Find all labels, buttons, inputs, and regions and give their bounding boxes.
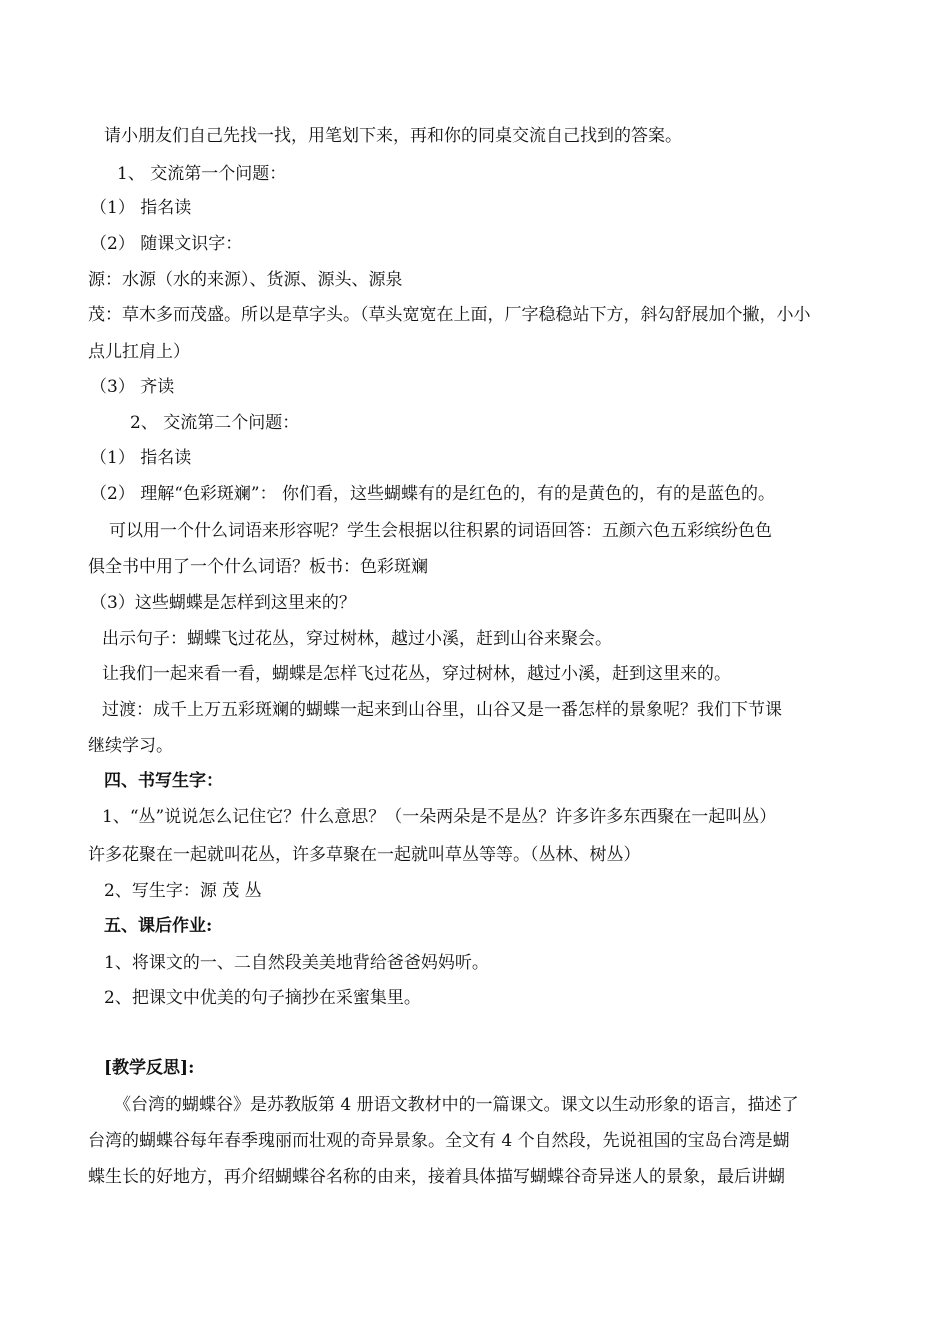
reflection-paragraph-line-1: 《台湾的蝴蝶谷》是苏教版第 4 册语文教材中的一篇课文。课文以生动形象的语言，描述了: [114, 1095, 799, 1115]
cong-explanation-line: 1、“丛”说说怎么记住它？什么意思？（一朵两朵是不是丛？许多许多东西聚在一起叫丛）: [102, 807, 777, 827]
question-one-heading: 1、 交流第一个问题：: [117, 164, 287, 184]
character-mao-line-cont: 点儿扛肩上）: [88, 342, 190, 362]
look-together-line: 让我们一起来看一看，蝴蝶是怎样飞过花丛，穿过树林，越过小溪，赶到这里来的。: [102, 664, 731, 684]
word-description-line-cont: 俱全书中用了一个什么词语？板书：色彩斑斓: [88, 557, 428, 577]
section-four-heading: 四、书写生字：: [104, 771, 223, 791]
step-learn-characters: （2） 随课文识字：: [90, 234, 243, 254]
word-description-line: 可以用一个什么词语来形容呢？学生会根据以往积累的词语回答：五颜六色五彩缤纷色色: [109, 521, 772, 541]
reflection-paragraph-line-3: 蝶生长的好地方，再介绍蝴蝶谷名称的由来，接着具体描写蝴蝶谷奇异迷人的景象，最后讲蝴: [88, 1167, 785, 1187]
step-understand-word: （2） 理解“色彩斑斓”： 你们看，这些蝴蝶有的是红色的，有的是黄色的，有的是蓝色的。: [90, 484, 776, 504]
character-mao-line: 茂：草木多而茂盛。所以是草字头。（草头宽宽在上面，厂字稳稳站下方，斜勾舒展加个撇，小小: [88, 305, 811, 325]
character-yuan-line: 源：水源（水的来源）、货源、源头、源泉: [88, 270, 403, 290]
example-sentence-line: 出示句子：蝴蝶飞过花丛，穿过树林，越过小溪，赶到山谷来聚会。: [102, 629, 612, 649]
question-two-heading: 2、 交流第二个问题：: [130, 413, 300, 433]
step-read-together: （3） 齐读: [90, 377, 175, 397]
cong-explanation-line-cont: 许多花聚在一起就叫花丛，许多草聚在一起就叫草丛等等。（丛林、树丛）: [88, 845, 641, 865]
intro-instruction-line: 请小朋友们自己先找一找，用笔划下来，再和你的同桌交流自己找到的答案。: [104, 126, 682, 146]
step-butterfly-question: （3）这些蝴蝶是怎样到这里来的？: [90, 593, 356, 613]
step-read-aloud-1: （1） 指名读: [90, 198, 192, 218]
homework-item-2: 2、把课文中优美的句子摘抄在采蜜集里。: [104, 988, 421, 1008]
reflection-heading: [教学反思]:: [104, 1058, 195, 1078]
step-read-aloud-2: （1） 指名读: [90, 448, 192, 468]
transition-line-cont: 继续学习。: [88, 736, 173, 756]
homework-item-1: 1、将课文的一、二自然段美美地背给爸爸妈妈听。: [104, 953, 489, 973]
write-characters-line: 2、写生字：源 茂 丛: [104, 881, 262, 901]
transition-line: 过渡：成千上万五彩斑斓的蝴蝶一起来到山谷里，山谷又是一番怎样的景象呢？我们下节课: [102, 700, 782, 720]
reflection-paragraph-line-2: 台湾的蝴蝶谷每年春季瑰丽而壮观的奇异景象。全文有 4 个自然段，先说祖国的宝岛台湾是蝴: [88, 1131, 790, 1151]
section-five-heading: 五、课后作业:: [104, 916, 213, 936]
